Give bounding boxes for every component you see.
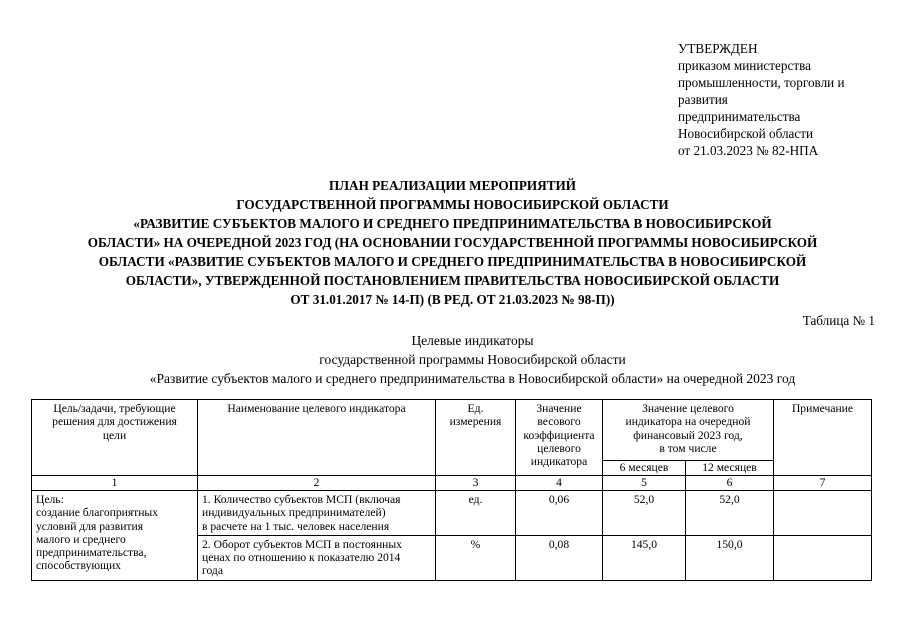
column-number: 3 (436, 476, 516, 491)
title-line: ПЛАН РЕАЛИЗАЦИИ МЕРОПРИЯТИЙ (328, 178, 577, 193)
indicators-table (31, 399, 872, 581)
title-line: ОБЛАСТИ», УТВЕРЖДЕННОЙ ПОСТАНОВЛЕНИЕМ ПРАВИТЕЛЬСТВА НОВОСИБИРСКОЙ ОБЛАСТИ (125, 273, 780, 288)
title-line: ОБЛАСТИ «РАЗВИТИЕ СУБЪЕКТОВ МАЛОГО И СРЕДНЕГО ПРЕДПРИНИМАТЕЛЬСТВА В НОВОСИБИРСКОЙ (98, 254, 807, 269)
header-note: Примечание (774, 400, 872, 461)
table-row (32, 491, 872, 536)
header-indicator: Наименование целевого индикатора (198, 400, 436, 476)
value-12-months: 52,0 (686, 491, 774, 536)
table-caption (20, 331, 905, 388)
indicator-name: 2. Оборот субъектов МСП в постоянных ценах по отношению к показателю 2014 года (198, 535, 436, 580)
weight-cell: 0,06 (516, 491, 603, 536)
approval-heading: УТВЕРЖДЕН (678, 41, 758, 56)
title-line: ОТ 31.01.2017 № 14-П) (В РЕД. ОТ 21.03.2023 № 98-П)) (290, 292, 615, 307)
value-12-months: 150,0 (686, 535, 774, 580)
column-number: 4 (516, 476, 603, 491)
approval-line: промышленности, торговли и (678, 75, 845, 90)
caption-line: Целевые индикаторы (411, 333, 534, 348)
caption-line: «Развитие субъектов малого и среднего предпринимательства в Новосибирской области» на очередной 2023 год (149, 371, 796, 386)
approval-stamp (678, 40, 898, 159)
weight-cell: 0,08 (516, 535, 603, 580)
title-line: ОБЛАСТИ» НА ОЧЕРЕДНОЙ 2023 ГОД (НА ОСНОВАНИИ ГОСУДАРСТВЕННОЙ ПРОГРАММЫ НОВОСИБИРСКОЙ (87, 235, 818, 250)
approval-line: развития (678, 92, 728, 107)
table-number: Таблица № 1 (802, 313, 875, 328)
column-number: 1 (32, 476, 198, 491)
note-cell (774, 491, 872, 536)
document-title (20, 176, 885, 309)
title-line: «РАЗВИТИЕ СУБЪЕКТОВ МАЛОГО И СРЕДНЕГО ПРЕДПРИНИМАТЕЛЬСТВА В НОВОСИБИРСКОЙ (133, 216, 772, 231)
header-weight: Значение весового коэффициента целевого индикатора (516, 400, 603, 476)
approval-line: от 21.03.2023 № 82-НПА (678, 143, 819, 158)
indicator-name: 1. Количество субъектов МСП (включая индивидуальных предпринимателей) в расчете на 1 тыс. человек населения (198, 491, 436, 536)
column-number: 5 (603, 476, 686, 491)
unit-cell: ед. (436, 491, 516, 536)
goal-cell: Цель: создание благоприятных условий для развития малого и среднего предпринимательства, способствующих (32, 491, 198, 581)
unit-cell: % (436, 535, 516, 580)
header-unit: Ед. измерения (436, 400, 516, 476)
header-note-cont (774, 461, 872, 476)
caption-line: государственной программы Новосибирской области (319, 352, 626, 367)
column-number-row (32, 476, 872, 491)
approval-line: Новосибирской области (678, 126, 814, 141)
value-6-months: 52,0 (603, 491, 686, 536)
column-number: 7 (774, 476, 872, 491)
approval-line: приказом министерства (678, 58, 811, 73)
title-line: ГОСУДАРСТВЕННОЙ ПРОГРАММЫ НОВОСИБИРСКОЙ ОБЛАСТИ (236, 197, 669, 212)
note-cell (774, 535, 872, 580)
header-goal: Цель/задачи, требующие решения для достижения цели (32, 400, 198, 476)
header-12-months: 12 месяцев (686, 461, 774, 476)
header-target-value: Значение целевого индикатора на очередной финансовый 2023 год, в том числе (603, 400, 774, 461)
value-6-months: 145,0 (603, 535, 686, 580)
column-number: 2 (198, 476, 436, 491)
column-number: 6 (686, 476, 774, 491)
header-6-months: 6 месяцев (603, 461, 686, 476)
approval-line: предпринимательства (678, 109, 801, 124)
